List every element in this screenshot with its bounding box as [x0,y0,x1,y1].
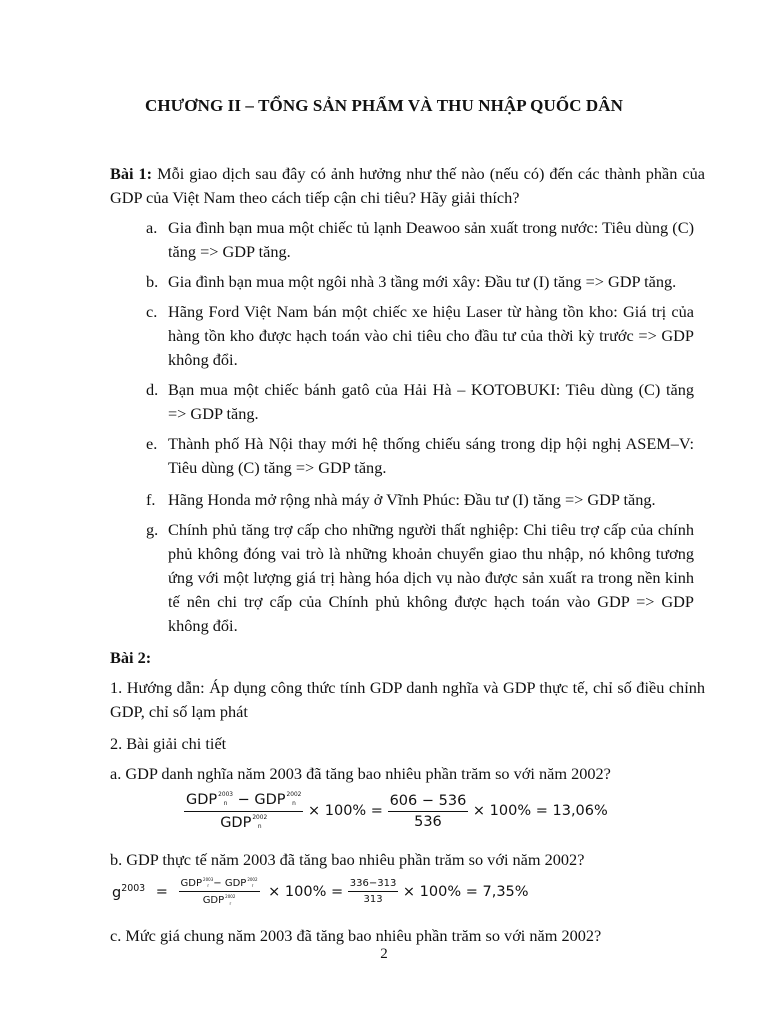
list-marker: e. [146,434,158,453]
list-item-text: Chính phủ tăng trợ cấp cho những người thất nghiệp: Chi tiêu trợ cấp của chính phủ không đóng vai trò là những khoản chuyển giao thu nhập, nó không tương ứng với một lượng giá trị hàng hóa dịch vụ nào được sản xuất ra trong nền kinh tế nên chi trợ cấp của Chính phủ không được hạch toán vào GDP => GDP không đổi. [168,520,694,635]
bai1-intro [110,162,705,210]
list-item-text: Hãng Honda mở rộng nhà máy ở Vĩnh Phúc: Đầu tư (I) tăng => GDP tăng. [168,490,656,509]
list-item-text: Bạn mua một chiếc bánh gatô của Hải Hà – KOTOBUKI: Tiêu dùng (C) tăng => GDP tăng. [168,380,694,423]
formula-a: GDP 2003 n − GDP 2002 n GDP 2002 n × 100% = $\frac{606 - 536}{536}$ × 100% = 13,06% [186,791,608,831]
list-item-text: Gia đình bạn mua một chiếc tủ lạnh Deawoo sản xuất trong nước: Tiêu dùng (C) tăng => GDP tăng. [168,218,694,261]
page-number: 2 [380,946,388,962]
list-marker: d. [146,380,159,399]
bai2-label: Bài 2: [110,648,152,667]
list-marker: f. [146,490,156,509]
formula-a-fraction: GDP 2003 n − GDP 2002 n GDP 2002 n [186,791,302,831]
list-marker: g. [146,520,159,539]
formula-b: $g^{2003}$ = GDP 2003 r − GDP 2002 r GDP 2002 r × 100% = $\frac{336-313}{313}$ × 100% = 7,35% [112,877,529,907]
bai2-bai-giai: 2. Bài giải chi tiết [110,734,227,753]
list-marker: c. [146,302,158,321]
formula-b-fraction: GDP 2003 r − GDP 2002 r GDP 2002 r [180,877,258,907]
question-c: c. Mức giá chung năm 2003 đã tăng bao nhiêu phần trăm so với năm 2002? [110,926,602,945]
list-item-text: Thành phố Hà Nội thay mới hệ thống chiếu sáng trong dịp hội nghị ASEM–V: Tiêu dùng (C) tăng => GDP tăng. [168,434,694,477]
list-marker: a. [146,218,158,237]
chapter-title: CHƯƠNG II – TỔNG SẢN PHẨM VÀ THU NHẬP QUỐC DÂN [144,96,624,115]
bai1-label: Bài 1: [110,164,153,183]
bai2-huong-dan: 1. Hướng dẫn: Áp dụng công thức tính GDP danh nghĩa và GDP thực tế, chỉ số điều chỉnh GDP, chỉ số lạm phát [110,678,705,721]
bai1-intro-text: Mỗi giao dịch sau đây có ảnh hưởng như thế nào (nếu có) đến các thành phần của GDP của Việt Nam theo cách tiếp cận chi tiêu? Hãy giải thích? [110,164,705,207]
formula-b-values: $\frac{336-313}{313}$ [349,878,397,906]
formula-a-values: $\frac{606 - 536}{536}$ [389,792,467,830]
list-item-text: Hãng Ford Việt Nam bán một chiếc xe hiệu Laser từ hàng tồn kho: Giá trị của hàng tồn kho được hạch toán vào chi tiêu cho đầu tư của thời kỳ trước => GDP không đổi. [168,302,694,369]
list-marker: b. [146,272,159,291]
list-item-text: Gia đình bạn mua một ngôi nhà 3 tầng mới xây: Đầu tư (I) tăng => GDP tăng. [168,272,677,291]
question-a: a. GDP danh nghĩa năm 2003 đã tăng bao nhiêu phần trăm so với năm 2002? [110,764,611,783]
question-b: b. GDP thực tế năm 2003 đã tăng bao nhiêu phần trăm so với năm 2002? [110,850,585,869]
